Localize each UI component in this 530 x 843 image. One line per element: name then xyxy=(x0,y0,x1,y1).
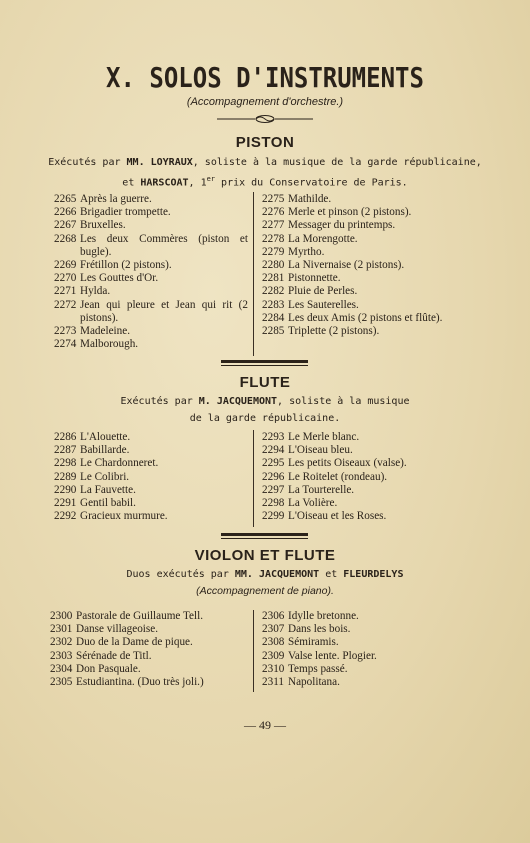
piston-list-left xyxy=(54,193,248,351)
catalog-number: 2277 xyxy=(262,219,285,232)
catalog-entry xyxy=(262,636,457,649)
piece-title: Merle et pinson (2 pistons). xyxy=(288,206,412,219)
catalog-entry xyxy=(262,431,457,444)
catalog-entry xyxy=(54,272,248,285)
catalog-number: 2291 xyxy=(54,497,77,510)
page-number: — 49 — xyxy=(244,718,286,732)
catalog-number: 2266 xyxy=(54,206,77,219)
catalog-entry xyxy=(50,650,248,663)
catalog-entry xyxy=(54,219,248,232)
catalog-number: 2285 xyxy=(262,325,285,338)
catalog-number: 2301 xyxy=(50,623,73,636)
catalog-number: 2279 xyxy=(262,245,285,258)
catalog-entry xyxy=(262,484,457,497)
piece-title: Hylda. xyxy=(80,285,111,298)
catalog-entry xyxy=(262,312,457,325)
catalog-entry xyxy=(54,259,248,272)
piece-title: Le Chardonneret. xyxy=(80,457,159,470)
catalog-number: 2278 xyxy=(262,232,285,245)
piece-title: Pistonnette. xyxy=(288,272,341,285)
piece-title: La Volière. xyxy=(288,497,338,510)
column-divider xyxy=(253,192,254,356)
catalog-entry xyxy=(54,285,248,298)
piece-title: Pluie de Perles. xyxy=(288,285,358,298)
catalog-entry xyxy=(262,663,457,676)
catalog-entry xyxy=(262,457,457,470)
ornament-divider xyxy=(215,112,315,126)
catalog-number: 2309 xyxy=(262,649,285,662)
catalog-number: 2308 xyxy=(262,636,285,649)
piece-title: Madeleine. xyxy=(80,325,131,338)
catalog-number: 2305 xyxy=(50,676,73,689)
catalog-number: 2281 xyxy=(262,272,285,285)
piece-title: Les Sauterelles. xyxy=(288,298,359,311)
piece-title: L'Alouette. xyxy=(80,431,131,443)
violon-performers: Duos exécutés par MM. JACQUEMONT et FLEURDELYS xyxy=(126,569,404,580)
catalog-number: 2290 xyxy=(54,483,77,496)
page-title: X. SOLOS D'INSTRUMENTS xyxy=(106,61,424,95)
section-heading-piston: PISTON xyxy=(235,134,295,151)
catalog-number: 2273 xyxy=(54,325,77,338)
catalog-entry xyxy=(50,623,248,636)
section-rule-thin xyxy=(221,538,308,539)
piece-title: Temps passé. xyxy=(288,662,348,675)
piece-title: La Tourterelle. xyxy=(288,483,355,496)
catalog-entry xyxy=(262,471,457,484)
catalog-number: 2297 xyxy=(262,483,285,496)
piece-title: La Fauvette. xyxy=(80,483,136,496)
piece-title: Pastorale de Guillaume Tell. xyxy=(76,610,204,622)
catalog-entry xyxy=(54,510,248,523)
catalog-number: 2287 xyxy=(54,444,77,457)
catalog-entry xyxy=(262,325,457,338)
catalog-entry xyxy=(54,457,248,470)
catalog-entry xyxy=(50,663,248,676)
catalog-number: 2306 xyxy=(262,610,285,622)
piece-title: Idylle bretonne. xyxy=(288,610,359,622)
catalog-number: 2303 xyxy=(50,649,73,662)
catalog-entry xyxy=(262,233,457,246)
catalog-entry xyxy=(262,623,457,636)
piece-title: Malborough. xyxy=(80,338,139,351)
catalog-number: 2304 xyxy=(50,662,73,675)
catalog-number: 2289 xyxy=(54,470,77,483)
catalog-entry xyxy=(54,444,248,457)
catalog-entry xyxy=(262,650,457,663)
flute-list-left xyxy=(54,431,248,523)
catalog-number: 2307 xyxy=(262,623,285,636)
flute-list-right xyxy=(262,431,457,523)
catalog-entry xyxy=(262,206,457,219)
catalog-entry xyxy=(54,299,248,325)
piece-title: Estudiantina. (Duo très joli.) xyxy=(76,676,204,689)
catalog-number: 2276 xyxy=(262,206,285,219)
piece-title: Les petits Oiseaux (valse). xyxy=(288,457,407,470)
piece-title: L'Oiseau bleu. xyxy=(288,444,353,457)
piece-title: Messager du printemps. xyxy=(288,219,396,232)
catalog-entry xyxy=(54,497,248,510)
catalog-entry xyxy=(262,193,457,206)
piece-title: Après la guerre. xyxy=(80,193,152,205)
catalog-number: 2299 xyxy=(262,510,285,523)
catalog-number: 2267 xyxy=(54,219,77,232)
piece-title: Bruxelles. xyxy=(80,219,126,232)
piece-title: Mathilde. xyxy=(288,193,332,205)
column-divider xyxy=(253,430,254,527)
piece-title: Sérénade de Titl. xyxy=(76,649,152,662)
catalog-entry xyxy=(262,219,457,232)
piece-title: Le Colibri. xyxy=(80,470,130,483)
catalog-number: 2300 xyxy=(50,610,73,622)
catalog-entry xyxy=(262,259,457,272)
piece-title: Triplette (2 pistons). xyxy=(288,325,380,338)
piece-title: Les deux Commères (piston et bugle). xyxy=(80,232,248,258)
piece-title: La Nivernaise (2 pistons). xyxy=(288,259,405,272)
catalog-entry xyxy=(262,610,457,623)
piece-title: Danse villageoise. xyxy=(76,623,159,636)
catalog-entry xyxy=(54,338,248,351)
catalog-number: 2292 xyxy=(54,510,77,523)
piece-title: La Morengotte. xyxy=(288,232,358,245)
piece-title: Brigadier trompette. xyxy=(80,206,171,219)
piece-title: Gracieux murmure. xyxy=(80,510,168,523)
catalog-number: 2286 xyxy=(54,431,77,443)
violon-list-right xyxy=(262,610,457,689)
catalog-entry xyxy=(262,246,457,259)
catalog-number: 2280 xyxy=(262,259,285,272)
catalog-entry xyxy=(50,610,248,623)
catalog-number: 2298 xyxy=(54,457,77,470)
catalog-entry xyxy=(54,206,248,219)
catalog-entry xyxy=(54,471,248,484)
catalog-number: 2284 xyxy=(262,311,285,324)
catalog-number: 2296 xyxy=(262,470,285,483)
piece-title: Babillarde. xyxy=(80,444,130,457)
piece-title: Les Gouttes d'Or. xyxy=(80,272,159,285)
catalog-entry xyxy=(54,484,248,497)
piece-title: Gentil babil. xyxy=(80,497,136,510)
piece-title: L'Oiseau et les Roses. xyxy=(288,510,387,523)
catalog-number: 2265 xyxy=(54,193,77,205)
piece-title: Le Roitelet (rondeau). xyxy=(288,470,388,483)
catalog-number: 2275 xyxy=(262,193,285,205)
catalog-entry xyxy=(262,285,457,298)
piece-title: Valse lente. Plogier. xyxy=(288,649,377,662)
catalog-number: 2282 xyxy=(262,285,285,298)
catalog-entry xyxy=(262,497,457,510)
catalog-number: 2283 xyxy=(262,298,285,311)
catalog-number: 2271 xyxy=(54,285,77,298)
catalog-number: 2295 xyxy=(262,457,285,470)
piece-title: Frétillon (2 pistons). xyxy=(80,259,172,272)
violon-accompaniment: (Accompagnement de piano). xyxy=(196,585,334,597)
catalog-entry xyxy=(50,636,248,649)
violon-list-left xyxy=(50,610,248,689)
catalog-number: 2272 xyxy=(54,298,77,311)
catalog-entry xyxy=(54,233,248,259)
catalog-entry xyxy=(54,193,248,206)
catalog-entry xyxy=(54,325,248,338)
catalog-entry xyxy=(262,676,457,689)
catalog-entry xyxy=(54,431,248,444)
section-heading-flute: FLUTE xyxy=(239,374,291,391)
piece-title: Myrtho. xyxy=(288,245,325,258)
catalog-entry xyxy=(262,510,457,523)
catalog-number: 2294 xyxy=(262,444,285,457)
piston-list-right xyxy=(262,193,457,338)
section-rule-thin xyxy=(221,365,308,366)
column-divider xyxy=(253,610,254,692)
catalog-number: 2269 xyxy=(54,259,77,272)
section-heading-violon-flute: VIOLON ET FLUTE xyxy=(194,547,336,564)
catalog-entry xyxy=(50,676,248,689)
flute-performers: Exécutés par M. JACQUEMONT, soliste à la musique de la garde républicaine. xyxy=(120,396,410,424)
piece-title: Sémiramis. xyxy=(288,636,339,649)
catalog-number: 2268 xyxy=(54,232,77,245)
piece-title: Dans les bois. xyxy=(288,623,351,636)
piston-performers: Exécutés par MM. LOYRAUX, soliste à la musique de la garde républicaine, et HARSCOAT, 1er prix du Conservatoire de Paris. xyxy=(48,157,482,189)
catalog-number: 2298 xyxy=(262,497,285,510)
page-subtitle: (Accompagnement d'orchestre.) xyxy=(186,96,344,108)
catalog-number: 2302 xyxy=(50,636,73,649)
section-rule xyxy=(221,360,308,363)
catalog-entry xyxy=(262,272,457,285)
piece-title: Don Pasquale. xyxy=(76,662,141,675)
catalog-number: 2293 xyxy=(262,431,285,443)
catalog-number: 2310 xyxy=(262,662,285,675)
piece-title: Napolitana. xyxy=(288,676,340,689)
catalog-number: 2274 xyxy=(54,338,77,351)
catalog-entry xyxy=(262,444,457,457)
catalog-entry xyxy=(262,299,457,312)
piece-title: Les deux Amis (2 pistons et flûte). xyxy=(288,311,443,324)
catalog-number: 2270 xyxy=(54,272,77,285)
piece-title: Jean qui pleure et Jean qui rit (2 pistons). xyxy=(80,298,248,324)
piece-title: Le Merle blanc. xyxy=(288,431,360,443)
piece-title: Duo de la Dame de pique. xyxy=(76,636,193,649)
section-rule xyxy=(221,533,308,536)
catalog-number: 2311 xyxy=(262,676,284,689)
